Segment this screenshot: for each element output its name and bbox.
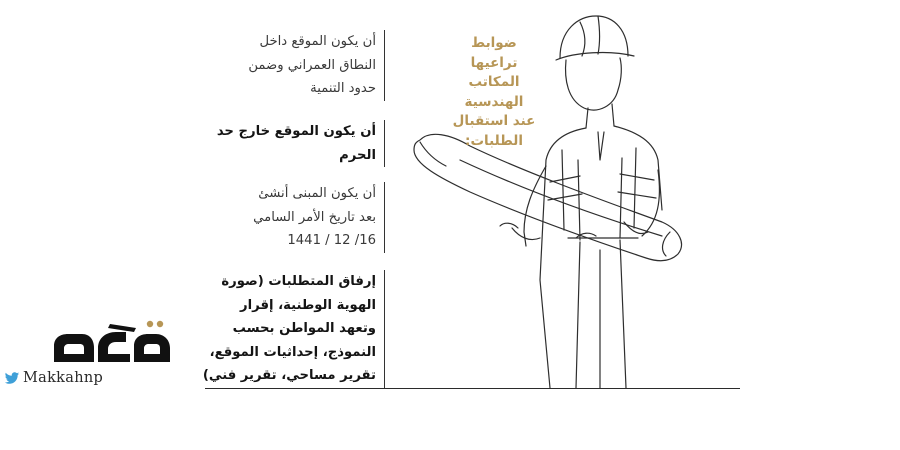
social-handle[interactable]	[4, 369, 103, 387]
condition-line: أن يكون الموقع داخل	[259, 34, 376, 49]
headline-line: تراعيها	[470, 54, 518, 71]
makkah-logo-mark	[50, 318, 175, 370]
condition-line: تقرير مساحي، تقرير فني)	[202, 368, 376, 383]
ground-line-divider	[205, 388, 740, 389]
headline-line: الهندسية	[464, 93, 524, 110]
condition-line: وتعهد المواطن بحسب	[232, 321, 376, 336]
twitter-bird-icon	[4, 372, 20, 385]
condition-item-urban-scope	[248, 30, 385, 101]
condition-item-attachments	[203, 270, 385, 388]
condition-line: النطاق العمراني وضمن	[248, 57, 376, 73]
condition-line: الحرم	[339, 147, 376, 163]
headline-line: الطلبات:	[465, 132, 523, 149]
condition-line: 16/ 12 / 1441	[287, 233, 376, 248]
condition-line: أن يكون المبنى أنشئ	[258, 186, 376, 201]
condition-item-build-date	[253, 182, 385, 253]
handle-text: Makkahnp	[23, 370, 104, 386]
headline-line: المكاتب	[468, 74, 520, 90]
engineer-line-illustration	[400, 0, 700, 400]
condition-line: أن يكون الموقع خارج حد	[216, 124, 376, 139]
condition-item-outside-haram	[217, 120, 385, 167]
condition-line: الهوية الوطنية، إقرار	[240, 297, 376, 313]
condition-line: إرفاق المتطلبات (صورة	[221, 274, 376, 289]
headline-line: عند استقبال	[452, 113, 536, 129]
condition-line: بعد تاريخ الأمر السامي	[253, 209, 376, 225]
condition-line: النموذج، إحداثيات الموقع،	[209, 344, 376, 360]
headline	[448, 34, 540, 151]
condition-line: حدود التنمية	[310, 81, 376, 96]
headline-line: ضوابط	[471, 35, 517, 51]
